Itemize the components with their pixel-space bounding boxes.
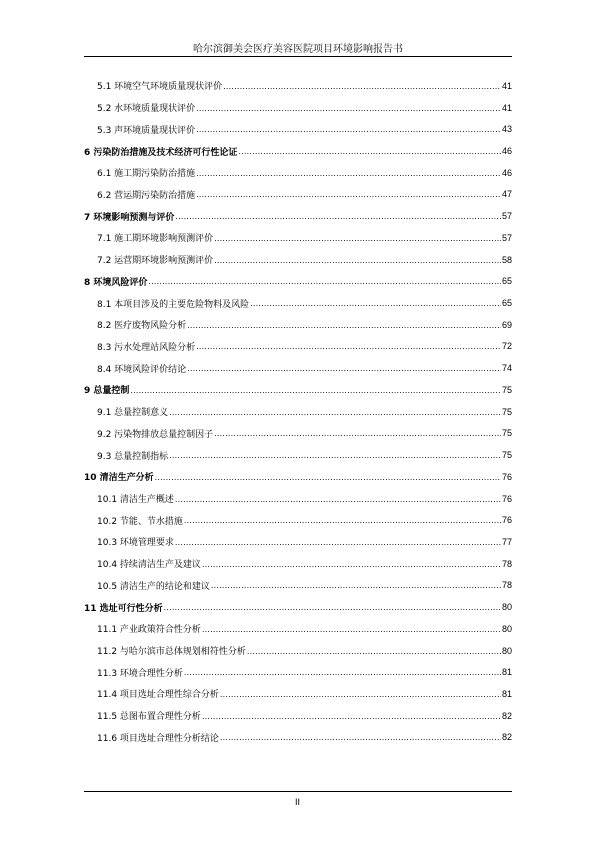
toc-section-entry[interactable] bbox=[84, 661, 512, 683]
toc-section-entry[interactable] bbox=[84, 401, 512, 423]
toc-dot-leader bbox=[202, 560, 501, 570]
toc-entry-page: 57 bbox=[501, 232, 512, 243]
toc-dot-leader bbox=[214, 256, 501, 266]
toc-entry-title: 5.3 声环境质量现状评价 bbox=[97, 125, 196, 136]
toc-chapter-entry[interactable] bbox=[84, 270, 512, 292]
toc-entry-page: 72 bbox=[501, 341, 512, 352]
toc-entry-title: 5.1 环境空气环境质量现状评价 bbox=[97, 82, 223, 93]
toc-dot-leader bbox=[247, 647, 501, 657]
toc-chapter-entry[interactable] bbox=[84, 379, 512, 401]
footer-divider bbox=[84, 791, 512, 792]
toc-entry-page: 77 bbox=[501, 536, 512, 547]
page-header-title: 哈尔滨御美会医疗美容医院项目环境影响报告书 bbox=[193, 44, 403, 55]
toc-dot-leader bbox=[196, 125, 501, 135]
toc-entry-page: 76 bbox=[501, 515, 512, 526]
toc-section-entry[interactable] bbox=[84, 357, 512, 379]
toc-dot-leader bbox=[187, 321, 501, 331]
toc-dot-leader bbox=[184, 516, 501, 526]
toc-entry-title: 7.2 运营期环境影响预测评价 bbox=[97, 256, 214, 267]
toc-entry-page: 76 bbox=[501, 471, 512, 482]
toc-section-entry[interactable] bbox=[84, 618, 512, 640]
toc-entry-title: 7.1 施工期环境影响预测评价 bbox=[97, 234, 214, 245]
table-of-contents bbox=[84, 75, 512, 748]
toc-dot-leader bbox=[130, 386, 501, 396]
toc-entry-page: 81 bbox=[501, 688, 512, 699]
toc-entry-page: 41 bbox=[501, 102, 512, 113]
toc-dot-leader bbox=[196, 104, 501, 114]
toc-entry-page: 80 bbox=[501, 602, 512, 613]
toc-section-entry[interactable] bbox=[84, 184, 512, 206]
toc-section-entry[interactable] bbox=[84, 292, 512, 314]
toc-entry-title: 9.3 总量控制指标 bbox=[97, 451, 169, 462]
toc-section-entry[interactable] bbox=[84, 575, 512, 597]
toc-entry-page: 58 bbox=[501, 254, 512, 265]
toc-section-entry[interactable] bbox=[84, 488, 512, 510]
toc-chapter-entry[interactable] bbox=[84, 596, 512, 618]
toc-dot-leader bbox=[202, 712, 501, 722]
toc-entry-page: 80 bbox=[501, 645, 512, 656]
page-number: II bbox=[294, 797, 300, 807]
toc-section-entry[interactable] bbox=[84, 162, 512, 184]
toc-dot-leader bbox=[202, 625, 501, 635]
toc-section-entry[interactable] bbox=[84, 249, 512, 271]
toc-section-entry[interactable] bbox=[84, 727, 512, 749]
toc-dot-leader bbox=[175, 212, 501, 222]
toc-entry-page: 57 bbox=[501, 211, 512, 222]
toc-dot-leader bbox=[187, 364, 501, 374]
toc-section-entry[interactable] bbox=[84, 553, 512, 575]
toc-dot-leader bbox=[148, 277, 501, 287]
toc-dot-leader bbox=[169, 451, 501, 461]
toc-entry-page: 80 bbox=[501, 623, 512, 634]
toc-entry-page: 78 bbox=[501, 558, 512, 569]
toc-entry-page: 76 bbox=[501, 493, 512, 504]
toc-dot-leader bbox=[220, 733, 501, 743]
toc-entry-title: 8.1 本项目涉及的主要危险物料及风险 bbox=[97, 299, 250, 310]
toc-entry-page: 46 bbox=[501, 167, 512, 178]
toc-dot-leader bbox=[175, 538, 501, 548]
toc-entry-title: 10.5 清洁生产的结论和建议 bbox=[97, 581, 210, 592]
toc-entry-title: 7 环境影响预测与评价 bbox=[84, 212, 175, 223]
toc-entry-title: 11.3 环境合理性分析 bbox=[97, 668, 183, 679]
toc-section-entry[interactable] bbox=[84, 640, 512, 662]
toc-section-entry[interactable] bbox=[84, 118, 512, 140]
toc-entry-page: 75 bbox=[501, 384, 512, 395]
toc-entry-title: 10.3 环境管理要求 bbox=[97, 538, 174, 549]
toc-entry-title: 10.2 节能、节水措施 bbox=[97, 516, 183, 527]
toc-entry-title: 11.6 项目选址合理性分析结论 bbox=[97, 733, 219, 744]
toc-section-entry[interactable] bbox=[84, 97, 512, 119]
toc-section-entry[interactable] bbox=[84, 444, 512, 466]
toc-entry-title: 10 清洁生产分析 bbox=[84, 473, 154, 484]
header-divider bbox=[84, 56, 512, 57]
toc-dot-leader bbox=[238, 147, 501, 157]
toc-entry-title: 6.2 营运期污染防治措施 bbox=[97, 190, 196, 201]
toc-entry-title: 9.2 污染物排放总量控制因子 bbox=[97, 429, 214, 440]
toc-section-entry[interactable] bbox=[84, 509, 512, 531]
toc-section-entry[interactable] bbox=[84, 705, 512, 727]
toc-entry-page: 41 bbox=[501, 80, 512, 91]
toc-entry-page: 78 bbox=[501, 580, 512, 591]
toc-chapter-entry[interactable] bbox=[84, 140, 512, 162]
toc-entry-page: 65 bbox=[501, 276, 512, 287]
toc-section-entry[interactable] bbox=[84, 423, 512, 445]
toc-chapter-entry[interactable] bbox=[84, 205, 512, 227]
toc-entry-title: 6.1 施工期污染防治措施 bbox=[97, 169, 196, 180]
toc-entry-page: 69 bbox=[501, 319, 512, 330]
toc-entry-title: 11 选址可行性分析 bbox=[84, 603, 163, 614]
toc-chapter-entry[interactable] bbox=[84, 466, 512, 488]
toc-entry-title: 11.5 总图布置合理性分析 bbox=[97, 712, 201, 723]
toc-entry-title: 6 污染防治措施及技术经济可行性论证 bbox=[84, 147, 238, 158]
toc-entry-title: 8.2 医疗废物风险分析 bbox=[97, 321, 187, 332]
toc-entry-title: 11.4 项目选址合理性综合分析 bbox=[97, 690, 219, 701]
toc-entry-title: 8.3 污水处理站风险分析 bbox=[97, 342, 196, 353]
toc-entry-title: 8.4 环境风险评价结论 bbox=[97, 364, 187, 375]
toc-section-entry[interactable] bbox=[84, 227, 512, 249]
toc-dot-leader bbox=[184, 668, 501, 678]
toc-entry-page: 47 bbox=[501, 189, 512, 200]
toc-dot-leader bbox=[250, 299, 501, 309]
toc-dot-leader bbox=[211, 581, 501, 591]
toc-entry-page: 65 bbox=[501, 298, 512, 309]
toc-section-entry[interactable] bbox=[84, 336, 512, 358]
toc-dot-leader bbox=[196, 342, 501, 352]
toc-entry-page: 75 bbox=[501, 406, 512, 417]
toc-section-entry[interactable] bbox=[84, 314, 512, 336]
toc-entry-title: 10.1 清洁生产概述 bbox=[97, 495, 174, 506]
toc-entry-title: 10.4 持续清洁生产及建议 bbox=[97, 560, 201, 571]
toc-entry-page: 75 bbox=[501, 450, 512, 461]
toc-entry-title: 9.1 总量控制意义 bbox=[97, 408, 169, 419]
toc-entry-page: 81 bbox=[501, 667, 512, 678]
toc-entry-title: 11.2 与哈尔滨市总体规划相符性分析 bbox=[97, 647, 246, 658]
toc-entry-page: 74 bbox=[501, 363, 512, 374]
toc-dot-leader bbox=[175, 495, 501, 505]
toc-dot-leader bbox=[155, 473, 501, 483]
toc-dot-leader bbox=[214, 429, 501, 439]
toc-entry-page: 43 bbox=[501, 124, 512, 135]
toc-entry-title: 5.2 水环境质量现状评价 bbox=[97, 104, 196, 115]
toc-dot-leader bbox=[196, 190, 501, 200]
toc-section-entry[interactable] bbox=[84, 683, 512, 705]
toc-entry-title: 11.1 产业政策符合性分析 bbox=[97, 625, 201, 636]
toc-section-entry[interactable] bbox=[84, 531, 512, 553]
toc-entry-page: 82 bbox=[501, 732, 512, 743]
toc-section-entry[interactable] bbox=[84, 75, 512, 97]
toc-entry-page: 75 bbox=[501, 428, 512, 439]
toc-entry-title: 8 环境风险评价 bbox=[84, 277, 148, 288]
toc-dot-leader bbox=[169, 408, 501, 418]
toc-entry-page: 82 bbox=[501, 710, 512, 721]
toc-dot-leader bbox=[220, 690, 501, 700]
toc-entry-title: 9 总量控制 bbox=[84, 386, 130, 397]
toc-dot-leader bbox=[223, 82, 501, 92]
toc-dot-leader bbox=[164, 603, 501, 613]
toc-dot-leader bbox=[214, 234, 501, 244]
toc-dot-leader bbox=[196, 169, 501, 179]
toc-entry-page: 46 bbox=[501, 146, 512, 157]
